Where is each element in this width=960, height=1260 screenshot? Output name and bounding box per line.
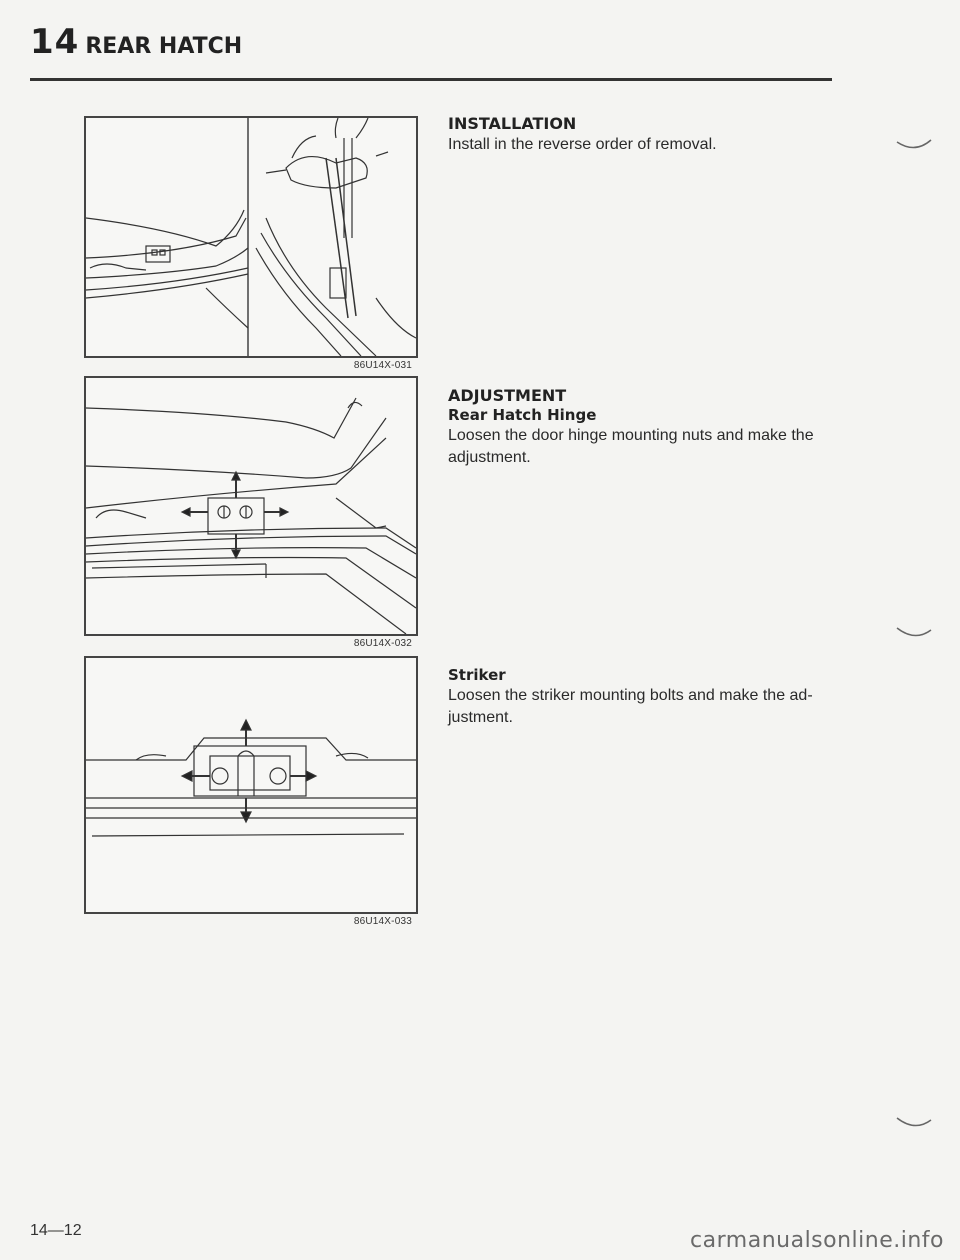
hatch-stay-removal-illustration-icon — [86, 118, 416, 356]
hatch-hinge-adjustment-illustration-icon — [86, 378, 416, 634]
striker-body: Loosen the striker mounting bolts and make the ad-justment. — [448, 687, 813, 726]
striker-section — [448, 666, 848, 729]
chapter-title: REAR HATCH — [85, 34, 243, 59]
hinge-body: Loosen the door hinge mounting nuts and make the adjustment. — [448, 427, 814, 466]
adjustment-heading: ADJUSTMENT — [448, 386, 567, 405]
binder-mark-icon — [895, 624, 935, 644]
page-number: 14—12 — [30, 1222, 82, 1239]
figure-code: 86U14X-032 — [353, 638, 412, 649]
figure-striker — [84, 656, 418, 927]
chapter-number: 14 — [30, 22, 80, 62]
adjustment-section — [448, 386, 848, 469]
header-rule — [30, 78, 832, 81]
figure-hatch-stay — [84, 116, 418, 371]
chapter-header — [30, 22, 832, 62]
watermark: carmanualsonline.info — [690, 1228, 944, 1253]
figure-hinge — [84, 376, 418, 649]
installation-section — [448, 114, 848, 156]
binder-mark-icon — [895, 1114, 935, 1134]
hinge-subheading: Rear Hatch Hinge — [448, 406, 597, 424]
striker-adjustment-illustration-icon — [86, 658, 416, 912]
binder-mark-icon — [895, 136, 935, 156]
figure-code: 86U14X-033 — [353, 916, 412, 927]
figure-code: 86U14X-031 — [353, 360, 412, 371]
installation-body: Install in the reverse order of removal. — [448, 136, 717, 153]
striker-subheading: Striker — [448, 666, 506, 684]
installation-heading: INSTALLATION — [448, 114, 577, 133]
